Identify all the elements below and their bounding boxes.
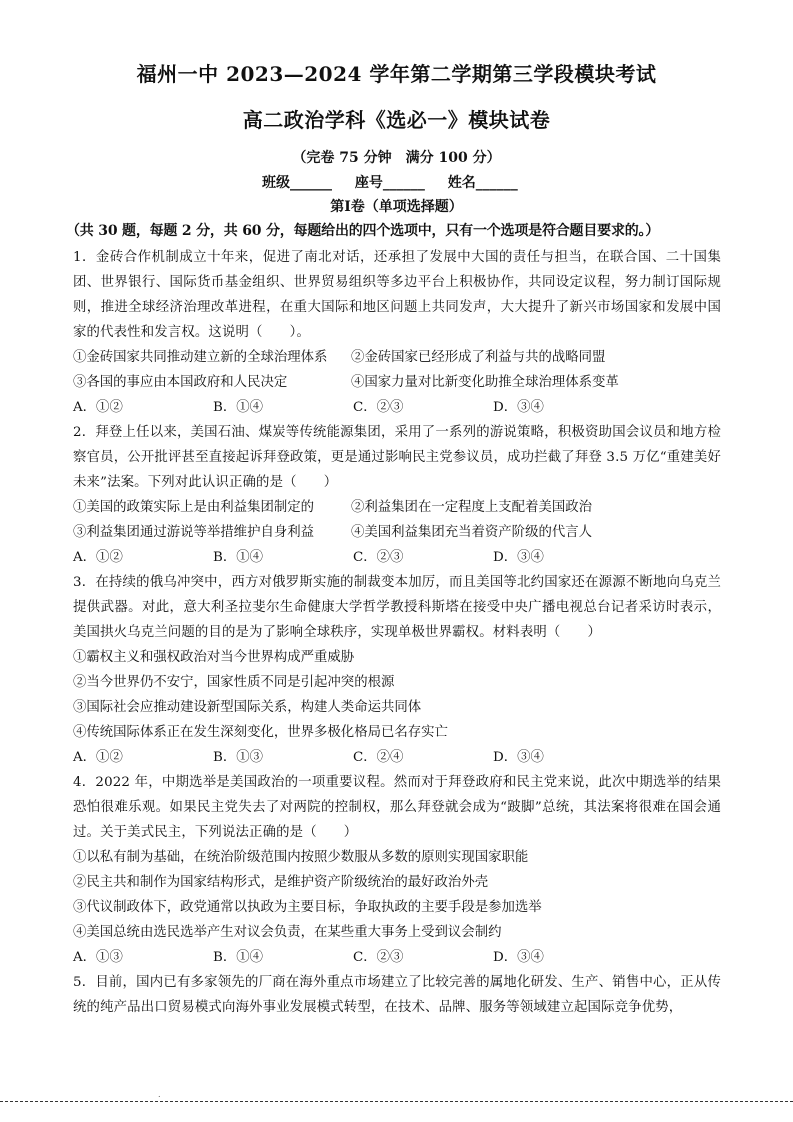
answer-choices	[73, 395, 721, 420]
answer-d: D．③④	[493, 550, 544, 565]
answer-a: A．①②	[73, 550, 123, 565]
option-list	[73, 495, 721, 545]
answer-c: C．②④	[353, 750, 404, 765]
footer-dot: .	[158, 1090, 161, 1099]
answer-choices	[73, 545, 721, 570]
option-list	[73, 345, 721, 395]
option: ③代议制政体下，政党通常以执政为主要目标，争取执政的主要手段是参加选举	[73, 900, 542, 915]
section-instruction: （共 30 题，每题 2 分，共 60 分，每题给出的四个选项中，只有一个选项是符合题目要求的。）	[66, 223, 660, 239]
answer-a: A．①②	[73, 400, 123, 415]
option: ②金砖国家已经形成了利益与共的战略同盟	[351, 350, 606, 365]
name-field: 姓名______	[447, 175, 518, 191]
option: ④国家力量对比新变化助推全球治理体系变革	[351, 375, 619, 390]
option: ④传统国际体系正在发生深刻变化，世界多极化格局已名存实亡	[73, 725, 448, 740]
option: ④美国利益集团充当着资产阶级的代言人	[351, 525, 593, 540]
option: ②利益集团在一定程度上支配着美国政治	[351, 500, 593, 515]
answer-b: B．①④	[213, 400, 264, 415]
question-stem: 2．拜登上任以来，美国石油、煤炭等传统能源集团，采用了一系列的游说策略，积极资助国会议员和地方检察官员，公开批评甚至直接起诉拜登政策，更是通过影响民主党参议员，成功拦截了拜登 3.5 万亿“重建美好未来”法案。下列对此认识正确的是（ ）	[73, 425, 721, 490]
option: ②当今世界仍不安宁，国家性质不同是引起冲突的根源	[73, 675, 395, 690]
section-title: 第Ⅰ卷（单项选择题）	[330, 199, 463, 215]
option: ①以私有制为基础，在统治阶级范围内按照少数服从多数的原则实现国家职能	[73, 850, 529, 865]
option: ③利益集团通过游说等举措维护自身利益	[73, 525, 315, 540]
option: ①霸权主义和强权政治对当今世界构成严重威胁	[73, 650, 355, 665]
question-5	[73, 970, 721, 1020]
question-stem: 3．在持续的俄乌冲突中，西方对俄罗斯实施的制裁变本加厉，而且美国等北约国家还在源源不断地向乌克兰提供武器。对此，意大利圣拉斐尔生命健康大学哲学教授科斯塔在接受中央广播电视总台记者采访时表示，美国拱火乌克兰问题的目的是为了影响全球秩序，实现单极世界霸权。材料表明（ ）	[73, 575, 721, 640]
answer-a: A．①②	[73, 750, 123, 765]
student-info-row	[262, 172, 536, 192]
answer-d: D．③④	[493, 750, 544, 765]
answer-c: C．②③	[353, 950, 404, 965]
option: ③各国的事应由本国政府和人民决定	[73, 375, 288, 390]
answer-a: A．①③	[73, 950, 123, 965]
question-2	[73, 420, 721, 570]
exam-duration-score: （完卷 75 分钟 满分 100 分）	[292, 150, 501, 166]
answer-b: B．①④	[213, 950, 264, 965]
answer-choices	[73, 945, 721, 970]
answer-b: B．①③	[213, 750, 264, 765]
question-3	[73, 570, 721, 770]
answer-c: C．②③	[353, 550, 404, 565]
question-stem: 4．2022 年，中期选举是美国政治的一项重要议程。然而对于拜登政府和民主党来说，此次中期选举的结果恐怕很难乐观。如果民主党失去了对两院的控制权，那么拜登就会成为“跛脚”总统，其法案将很难在国会通过。关于美式民主，下列说法正确的是（ ）	[73, 775, 721, 840]
answer-b: B．①④	[213, 550, 264, 565]
option: ②民主共和制作为国家结构形式，是维护资产阶级统治的最好政治外壳	[73, 875, 489, 890]
option: ④美国总统由选民选举产生对议会负责，在某些重大事务上受到议会制约	[73, 925, 502, 940]
question-list	[73, 245, 721, 1020]
option: ①美国的政策实际上是由利益集团制定的	[73, 500, 315, 515]
option: ①金砖国家共同推动建立新的全球治理体系	[73, 350, 328, 365]
question-stem: 1．金砖合作机制成立十年来，促进了南北对话，还承担了发展中大国的责任与担当，在联合国、二十国集团、世界银行、国际货币基金组织、世界贸易组织等多边平台上积极协作，共同设定议程，努力制订国际规则，推进全球经济治理改革进程，在重大国际和地区问题上共同发声，大大提升了新兴市场国家和发展中国家的代表性和发言权。这说明（ ）。	[73, 250, 721, 340]
page-bottom-rule	[0, 1101, 793, 1102]
answer-d: D．③④	[493, 400, 544, 415]
answer-d: D．③④	[493, 950, 544, 965]
exam-subject-title: 高二政治学科《选必一》模块试卷	[242, 108, 551, 132]
question-1	[73, 245, 721, 420]
question-stem: 5．目前，国内已有多家领先的厂商在海外重点市场建立了比较完善的属地化研发、生产、销售中心，正从传统的纯产品出口贸易模式向海外事业发展模式转型，在技术、品牌、服务等领域建立起国际竞争优势，	[73, 975, 721, 1015]
seat-field: 座号______	[354, 175, 425, 191]
option: ③国际社会应推动建设新型国际关系，构建人类命运共同体	[73, 700, 422, 715]
question-4	[73, 770, 721, 970]
answer-choices	[73, 745, 721, 770]
exam-title: 福州一中 2023—2024 学年第二学期第三学段模块考试	[136, 62, 657, 86]
answer-c: C．②③	[353, 400, 404, 415]
class-field: 班级______	[262, 175, 332, 191]
